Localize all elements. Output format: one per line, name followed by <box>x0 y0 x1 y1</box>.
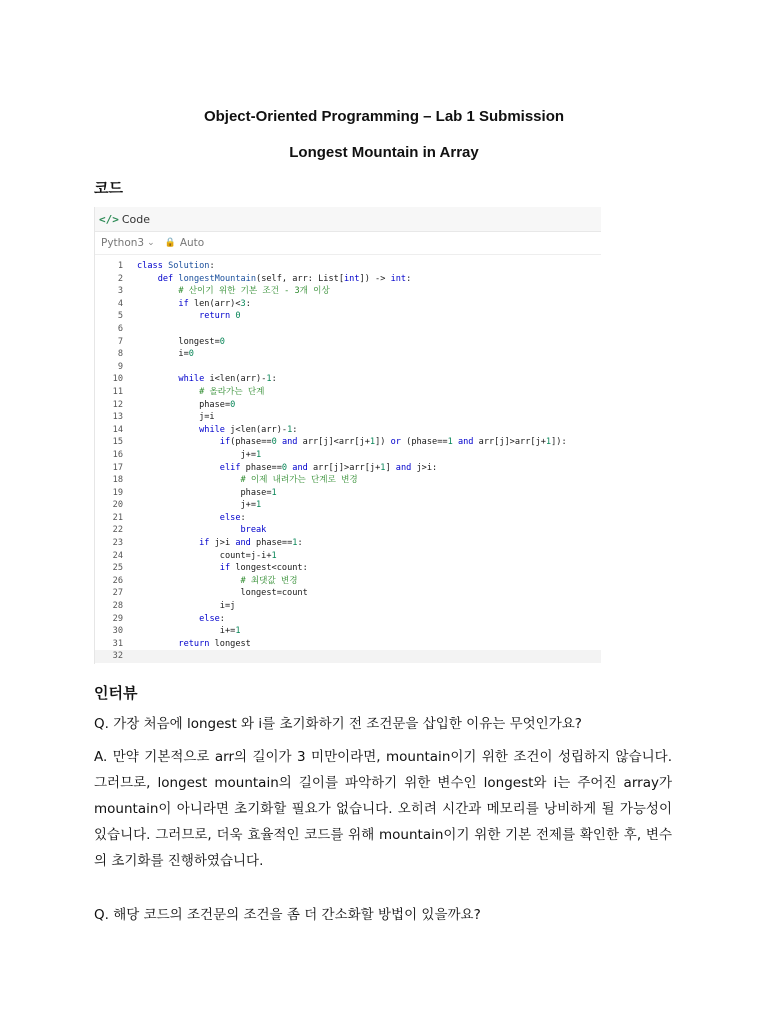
code-line: 25 if longest<count: <box>95 562 601 575</box>
line-number: 14 <box>112 424 123 435</box>
line-number: 26 <box>112 575 123 586</box>
language-select[interactable]: Python3 <box>101 237 145 249</box>
line-number: 5 <box>117 311 123 322</box>
code-line: 17 elif phase==0 and arr[j]>arr[j+1] and j>i: <box>95 462 601 475</box>
line-number: 25 <box>112 563 123 574</box>
line-number: 2 <box>117 273 123 284</box>
code-panel-header <box>95 207 601 232</box>
code-line <box>95 650 601 663</box>
line-number: 20 <box>112 500 123 511</box>
mode-label[interactable]: Auto <box>179 237 205 249</box>
answer-1: A. 만약 기본적으로 arr의 길이가 3 미만이라면, mountain이기 위한 조건이 성립하지 않습니다. 그러므로, longest mountain의 길이를 파악하기 위한 변수인 longest와 i는 주어진 array가 mountain이 아니라면 초기화할 필요가 없습니다. 오히려 시간과 메모리를 낭비하게 될 가능성이 있습니다. 그러므로, 더욱 효율적인 코드를 위해 mountain이기 위한 기본 전제를 확인한 후, 변수의 초기화를 진행하였습니다. <box>94 749 672 869</box>
code-line: 15 if(phase==0 and arr[j]<arr[j+1]) or (phase==1 and arr[j]>arr[j+1]): <box>95 436 601 449</box>
code-line: 23 if j>i and phase==1: <box>95 537 601 550</box>
code-line: 21 else: <box>95 512 601 525</box>
code-line: 4 if len(arr)<3: <box>95 298 601 311</box>
code-line: 16 j+=1 <box>95 449 601 462</box>
line-number: 32 <box>112 651 123 662</box>
code-line: 20 j+=1 <box>95 499 601 512</box>
code-line <box>95 361 601 374</box>
line-number: 13 <box>112 412 123 423</box>
document-title: Object-Oriented Programming – Lab 1 Submission <box>203 108 565 125</box>
code-line: 28 i=j <box>95 600 601 613</box>
code-line: 10 while i<len(arr)-1: <box>95 373 601 386</box>
line-number: 15 <box>112 437 123 448</box>
line-number: 10 <box>112 374 123 385</box>
line-number: 29 <box>112 613 123 624</box>
line-number: 3 <box>117 286 123 297</box>
line-number: 21 <box>112 512 123 523</box>
code-line: 22 break <box>95 524 601 537</box>
line-number: 16 <box>112 449 123 460</box>
line-number: 8 <box>117 349 123 360</box>
lock-icon: 🔒 <box>164 238 176 248</box>
code-line: 8 i=0 <box>95 348 601 361</box>
code-line: 31 return longest <box>95 638 601 651</box>
code-line: 27 longest=count <box>95 587 601 600</box>
line-number: 4 <box>117 298 123 309</box>
code-brackets-icon: </> <box>99 212 119 226</box>
code-line: 3 # 산이기 위한 기본 조건 - 3개 이상 <box>95 285 601 298</box>
code-line: 26 # 최댓값 변경 <box>95 575 601 588</box>
code-line: 2 def longestMountain(self, arr: List[int]) -> int: <box>95 273 601 286</box>
code-tab-label[interactable]: Code <box>121 212 151 226</box>
line-number: 19 <box>112 487 123 498</box>
code-toolbar <box>95 232 601 255</box>
question-2: Q. 해당 코드의 조건문의 조건을 좀 더 간소화할 방법이 있을까요? <box>94 907 481 923</box>
document-subtitle: Longest Mountain in Array <box>289 144 479 161</box>
code-line: 24 count=j-i+1 <box>95 550 601 563</box>
line-number: 7 <box>117 336 123 347</box>
line-number: 27 <box>112 588 123 599</box>
line-number: 6 <box>117 323 123 334</box>
interview-section-heading: 인터뷰 <box>94 684 138 702</box>
line-number: 11 <box>112 386 123 397</box>
code-section-heading: 코드 <box>94 179 123 197</box>
line-number: 31 <box>112 638 123 649</box>
line-number: 17 <box>112 462 123 473</box>
line-number: 18 <box>112 475 123 486</box>
code-line: 30 i+=1 <box>95 625 601 638</box>
code-line: 7 longest=0 <box>95 336 601 349</box>
line-number: 12 <box>112 399 123 410</box>
line-number: 23 <box>112 538 123 549</box>
code-line: 13 j=i <box>95 411 601 424</box>
line-number: 28 <box>112 601 123 612</box>
code-line: 1 class Solution: <box>95 260 601 273</box>
line-number: 9 <box>117 361 123 372</box>
code-editor[interactable] <box>95 260 601 663</box>
line-number: 22 <box>112 525 123 536</box>
code-line: 14 while j<len(arr)-1: <box>95 424 601 437</box>
line-number: 1 <box>117 261 123 271</box>
code-line: 5 return 0 <box>95 310 601 323</box>
code-line: 11 # 올라가는 단계 <box>95 386 601 399</box>
code-line: 19 phase=1 <box>95 487 601 500</box>
code-line: 12 phase=0 <box>95 399 601 412</box>
line-number: 30 <box>112 626 123 637</box>
question-1: Q. 가장 처음에 longest 와 i를 초기화하기 전 조건문을 삽입한 이유는 무엇인가요? <box>94 716 582 732</box>
code-panel <box>94 207 601 664</box>
line-number: 24 <box>112 550 123 561</box>
code-line: 18 # 이제 내려가는 단계로 변경 <box>95 474 601 487</box>
chevron-down-icon[interactable]: ⌄ <box>147 238 155 248</box>
code-line: 29 else: <box>95 613 601 626</box>
code-line <box>95 323 601 336</box>
